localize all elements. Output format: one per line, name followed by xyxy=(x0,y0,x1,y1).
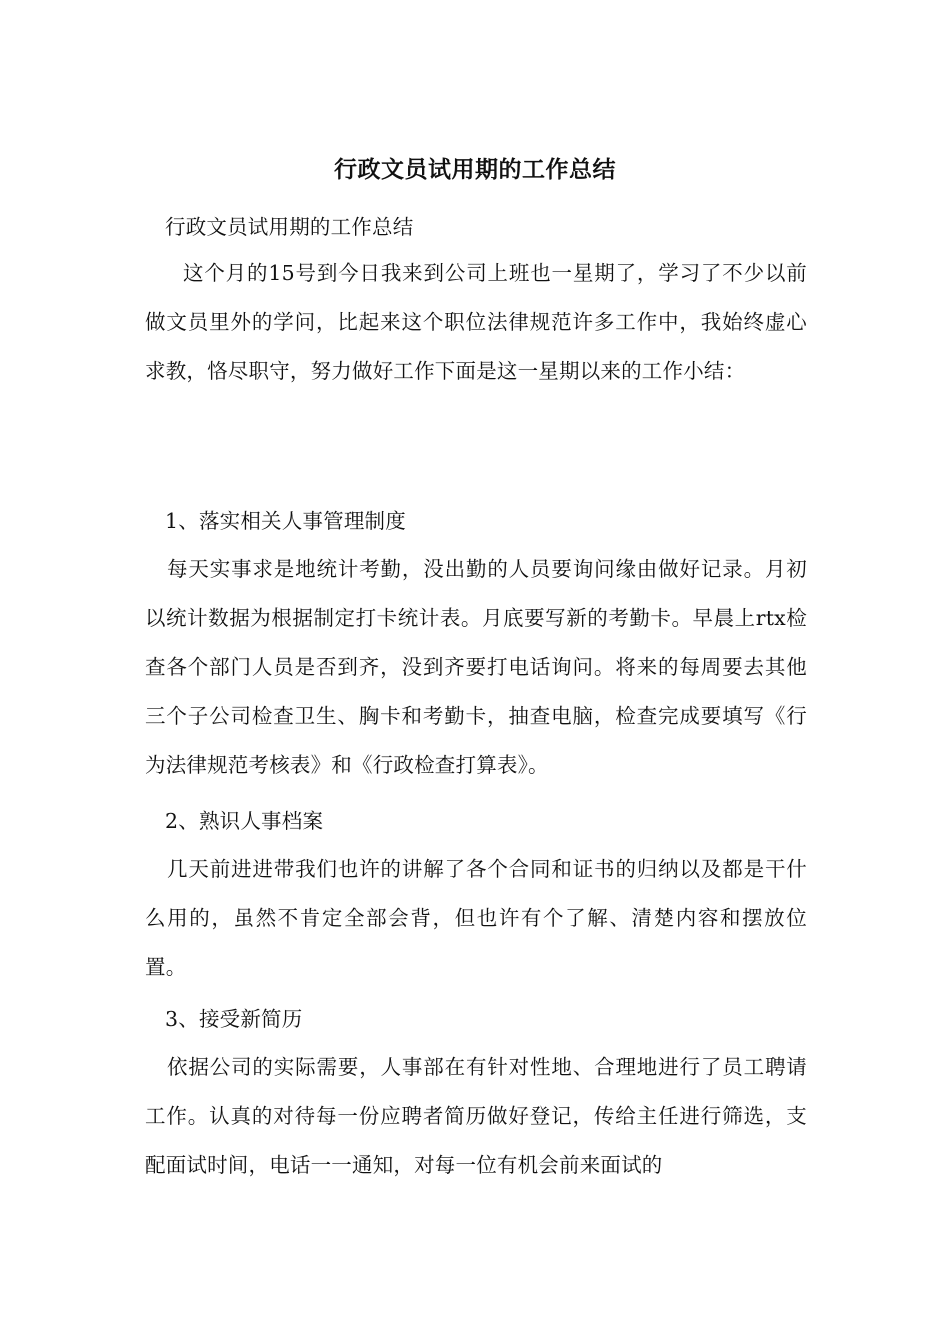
document-subtitle: 行政文员试用期的工作总结 xyxy=(165,215,414,239)
section-3-heading: 3、接受新简历 xyxy=(165,1007,303,1031)
intro-paragraph: 这个月的15号到今日我来到公司上班也一星期了，学习了不少以前做文员里外的学问，比起来这个职位法律规范许多工作中，我始终虚心求教，恪尽职守，努力做好工作下面是这一星期以来的工作小结： xyxy=(145,261,807,383)
section-1-heading: 1、落实相关人事管理制度 xyxy=(165,509,406,533)
section-1-paragraph: 每天实事求是地统计考勤，没出勤的人员要询问缘由做好记录。月初以统计数据为根据制定打卡统计表。月底要写新的考勤卡。早晨上rtx检查各个部门人员是否到齐，没到齐要打电话询问。将来的每周要去其他三个子公司检查卫生、胸卡和考勤卡，抽查电脑，检查完成要填写《行为法律规范考核表》和《行政检查打算表》。 xyxy=(145,557,807,777)
section-3-paragraph: 依据公司的实际需要，人事部在有针对性地、合理地进行了员工聘请工作。认真的对待每一份应聘者简历做好登记，传给主任进行筛选，支配面试时间，电话一一通知，对每一位有机会前来面试的 xyxy=(145,1055,807,1177)
section-2-heading: 2、熟识人事档案 xyxy=(165,809,324,833)
document-title: 行政文员试用期的工作总结 xyxy=(334,157,616,183)
section-2-paragraph: 几天前进进带我们也许的讲解了各个合同和证书的归纳以及都是干什么用的，虽然不肯定全部会背，但也许有个了解、清楚内容和摆放位置。 xyxy=(145,857,807,979)
